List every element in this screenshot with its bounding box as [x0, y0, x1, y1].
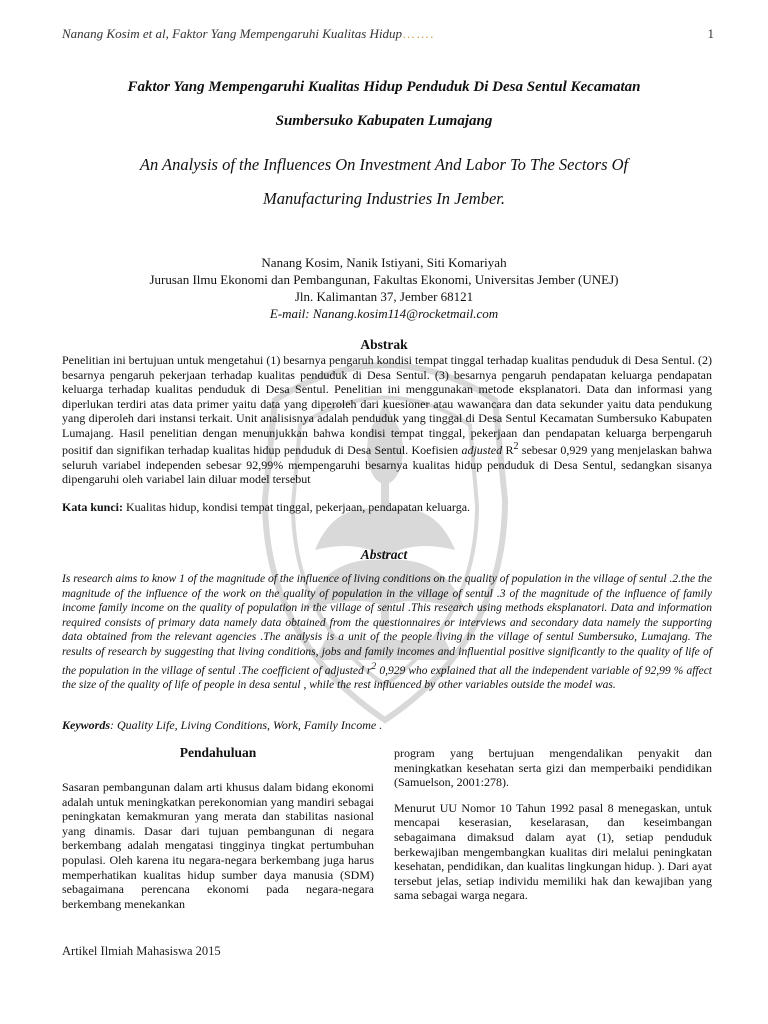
abstrak-adjusted: adjusted: [461, 443, 503, 457]
kata-kunci-label: Kata kunci:: [62, 500, 124, 514]
abstract-text: Is research aims to know 1 of the magnitude of the influence of living conditions on the quality of population in the village of sentul .2.the the magnitude of the influence of the work on the quality of population in the village of sentul .3 of the magnitude of the influence of family income family income on the quality of population in the village of sentul .This research using methods eksplanatori. Data and information required consists of primary data namely data obtained from the questionnaires or interviews and secondary data namely the supporting data obtained from the relevant agencies .The analysis is a unit of the people living in the village of sentul Sumbersuko, Lumajang. The results of research by suggesting that living conditions, jobs and family incomes and influential positive significantly to the quality of life of the population in the village of sentul .The coefficient of adjusted $r^2$ 0,929 who explained that all the independent variable of 92,99 % affect the size of the quality of life of people in desa sentul , while the rest influenced by other variables outside the model was.: [62, 573, 712, 691]
abstrak-text: Penelitian ini bertujuan untuk mengetahui (1) besarnya pengaruh kondisi tempat tinggal terhadap kualitas penduduk di Desa Sentul. (2) besarnya pengaruh pekerjaan terhadap kualitas penduduk di Desa Sentul. (3) besarnya pengaruh pendapatan keluarga pendapatan keluarga terhadap kualitas penduduk di Desa Sentul. Penelitian ini menggunakan metode eksplanatori. Data dan informasi yang diperlukan terdiri atas data primer yaitu data yang diperoleh dari kuesioner atau wawancara dan data sekunder yaitu data pendukung yang diperoleh dari instansi terkait. Unit analisisnya adalah penduduk yang tinggal di Desa Sentul Kecamatan Sumbersuko Kabupaten Lumajang. Hasil penelitian dengan menunjukkan bahwa kondisi tempat tinggal, pekerjaan dan pendapatan keluarga berpengaruh positif dan signifikan terhadap kualitas hidup penduduk di Desa Sentul. Koefisien adjusted $R^2$ sebesar 0,929 yang menjelaskan bahwa seluruh variabel independen sebesar 92,99% mempengaruhi besarnya kualitas hidup penduduk di Desa Sentul, sedangkan sisanya dipengaruhi oleh variabel lain diluar model tersebut: [62, 353, 713, 486]
kata-kunci-text: Kualitas hidup, kondisi tempat tinggal, pekerjaan, pendapatan keluarga.: [123, 500, 471, 514]
left-column: [62, 780, 374, 922]
author-address: Jln. Kalimantan 37, Jember 68121: [294, 289, 474, 304]
paper-title-line2: Sumbersuko Kabupaten Lumajang: [275, 113, 493, 129]
page-footer: Artikel Ilmiah Mahasiswa 2015: [62, 944, 221, 958]
author-email: E-mail: Nanang.kosim114@rocketmail.com: [269, 306, 499, 321]
paper-title-line1: Faktor Yang Mempengaruhi Kualitas Hidup Penduduk Di Desa Sentul Kecamatan: [127, 79, 641, 95]
pendahuluan-paragraph-2: program yang bertujuan mengendalikan penyakit dan meningkatkan kesehatan serta gizi dan memperbaiki pendidikan (Samuelson, 2001:278).: [394, 746, 712, 790]
paper-title-english-line1: An Analysis of the Influences On Investment And Labor To The Sectors Of: [139, 155, 629, 174]
pendahuluan-paragraph-3: Menurut UU Nomor 10 Tahun 1992 pasal 8 menegaskan, untuk mencapai keserasian, keselarasan, dan keseimbangan sebagaimana dimaksud dalam ayat (1), setiap penduduk berkewajiban mengembangkan kualitas diri melalui peningkatan kesehatan, pendidikan, dan kualitas lingkungan hidup. ). Dari ayat tersebut jelas, setiap individu memiliki hak dan kewajiban yang sama sebagai warga negara.: [394, 800, 712, 903]
abstrak-heading: Abstrak: [360, 337, 408, 352]
keywords: [62, 718, 712, 732]
paper-title: [40, 70, 728, 138]
paper-title-english: [40, 148, 728, 216]
keywords-text: : Quality Life, Living Conditions, Work, Family Income .: [110, 718, 383, 732]
author-block: [40, 254, 728, 322]
paper-title-english-line2: Manufacturing Industries In Jember.: [263, 189, 505, 208]
author-names: Nanang Kosim, Nanik Istiyani, Siti Komariyah: [261, 255, 507, 270]
pendahuluan-paragraph-1: Sasaran pembangunan dalam arti khusus dalam bidang ekonomi adalah untuk meningkatkan perekonomian yang mandiri sebagai peningkatan kemakmuran yang merata dan stabilitas nasional yang dinamis. Dasar dari tujuan pembangunan di negara berkembang adalah mengatasi tingginya tingkat pertumbuhan populasi. Oleh karena itu negara-negara berkembang juga harus memperhatikan kualitas hidup sumber daya manusia (SDM) sebagaimana perencana ekonomi pada negara-negara berkembang menekankan: [62, 780, 374, 911]
abstract-heading: Abstract: [360, 547, 408, 562]
running-title: Nanang Kosim et al, Faktor Yang Mempengaruhi Kualitas Hidup: [62, 26, 403, 41]
page-number: 1: [707, 26, 714, 41]
running-header: [62, 26, 714, 46]
author-affiliation: Jurusan Ilmu Ekonomi dan Pembangunan, Fakultas Ekonomi, Universitas Jember (UNEJ): [149, 272, 619, 287]
pendahuluan-heading: Pendahuluan: [179, 745, 257, 760]
running-title-dots: …….: [402, 26, 435, 41]
keywords-label: Keywords: [62, 718, 110, 732]
right-column: [394, 746, 712, 914]
kata-kunci: [62, 500, 712, 514]
